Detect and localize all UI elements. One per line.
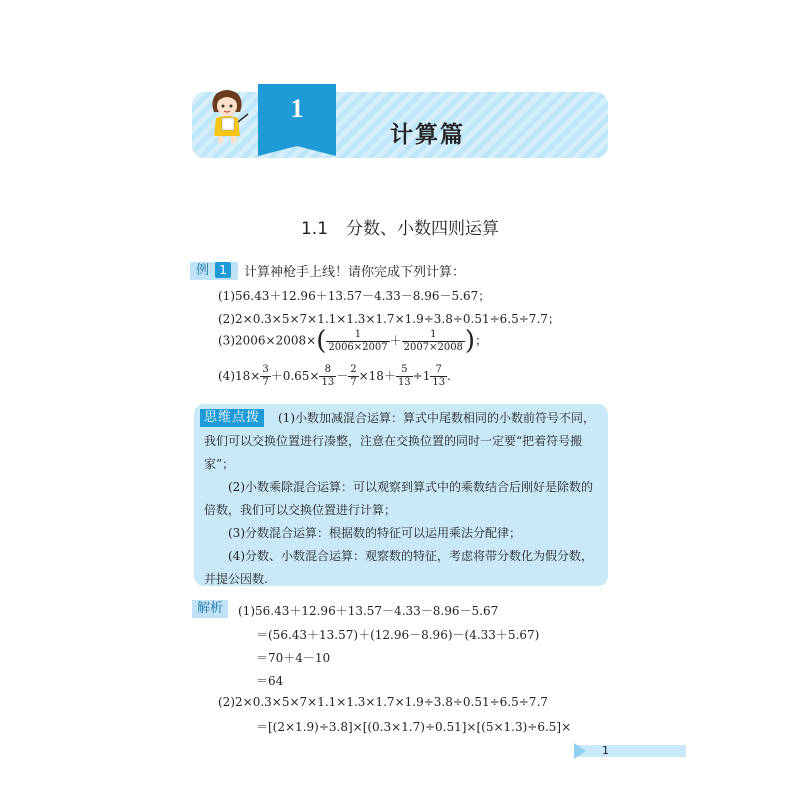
thinking-point-4: (4)分数、小数混合运算：观察数的特征，考虑将带分数化为假分数，并提公因数. [204,549,594,586]
footer-bar [578,745,686,757]
example-label [190,262,238,280]
q4-part-3: ×18＋ [358,369,396,383]
q4-fraction-e [430,364,447,389]
section-title-text: 分数、小数四则运算 [346,219,500,239]
q4-fraction-b [319,364,336,389]
q3-open-paren: ( [316,326,327,356]
q3-prefix: (3)2006×2008× [218,333,317,348]
answer-line-4: ＝64 [256,674,284,688]
thinking-point-1: (1)小数加减混合运算：算式中尾数相同的小数前符号不同，我们可以交换位置进行凑整，注意在交换位置的同时一定要“把着符号搬家”； [204,411,596,471]
q4-fraction-d [396,364,413,389]
q3-plus: ＋ [389,333,402,348]
thinking-point-3: (3)分数混合运算：根据数的特征可以运用乘法分配律； [228,526,522,540]
q4-b-den: 13 [321,377,335,388]
q4-a-num: 3 [262,364,269,375]
q4-c-den: 7 [350,377,357,388]
section-title [0,214,800,239]
q4-part-4: ÷1 [412,369,431,383]
thinking-point-2: (2)小数乘除混合运算：可以观察到算式中的乘数结合后刚好是除数的倍数，我们可以交换位置进行计算； [204,480,594,517]
q3-fraction-1 [326,329,389,354]
q4-a-den: 7 [262,377,269,388]
example-number: 1 [215,262,231,278]
q4-prefix: (4)18× [218,369,261,383]
q3-close-paren: ) [464,326,476,356]
teacher-mascot-icon [202,88,252,144]
footer-arrow-icon [574,743,586,759]
question-4 [218,364,451,389]
q4-fraction-c [348,364,358,389]
q4-part-1: ＋0.65× [270,369,320,383]
example-label-text: 例 [196,263,210,278]
q4-e-den: 13 [432,377,446,388]
answer-line-1: (1)56.43＋12.96＋13.57－4.33－8.96－5.67 [238,604,499,618]
question-2: (2)2×0.3×5×7×1.1×1.3×1.7×1.9÷3.8÷0.51÷6.5÷7.7； [218,312,560,326]
answer-label: 解析 [192,600,228,618]
q4-b-num: 8 [319,364,336,377]
section-number: 1.1 [300,219,329,239]
q4-e-num: 7 [430,364,447,377]
thinking-label: 思维点拨 [200,409,264,427]
q3-suffix: ； [475,333,488,348]
answer-line-6: ＝[(2×1.9)÷3.8]×[(0.3×1.7)÷0.51]×[(5×1.3)÷6.5]× [256,720,572,734]
q4-part-2: － [336,369,349,383]
answer-line-5: (2)2×0.3×5×7×1.1×1.3×1.7×1.9÷3.8÷0.51÷6.5÷7.7 [218,695,548,709]
answer-line-3: ＝70＋4－10 [256,651,331,665]
answer-line-2: ＝(56.43＋13.57)＋(12.96－8.96)－(4.33＋5.67) [256,628,540,642]
chapter-title: 计算篇 [390,122,465,148]
question-3 [218,328,487,354]
q3-fraction-2 [402,329,465,354]
question-1: (1)56.43＋12.96＋13.57－4.33－8.96－5.67； [218,289,491,303]
chapter-ribbon-notch [258,146,336,156]
q4-suffix: . [447,369,451,383]
q4-c-num: 2 [350,364,357,375]
page-number: 1 [602,744,609,757]
q3-f1-denominator: 2006×2007 [328,341,388,353]
q4-fraction-a [260,364,270,389]
chapter-number: 1 [290,94,304,123]
q3-f1-numerator: 1 [326,329,389,342]
q4-d-num: 5 [396,364,413,377]
q4-d-den: 13 [397,377,411,388]
q3-f2-denominator: 2007×2008 [403,341,463,353]
example-prompt: 计算神枪手上线！请你完成下列计算： [244,265,466,280]
q3-f2-numerator: 1 [402,329,465,342]
